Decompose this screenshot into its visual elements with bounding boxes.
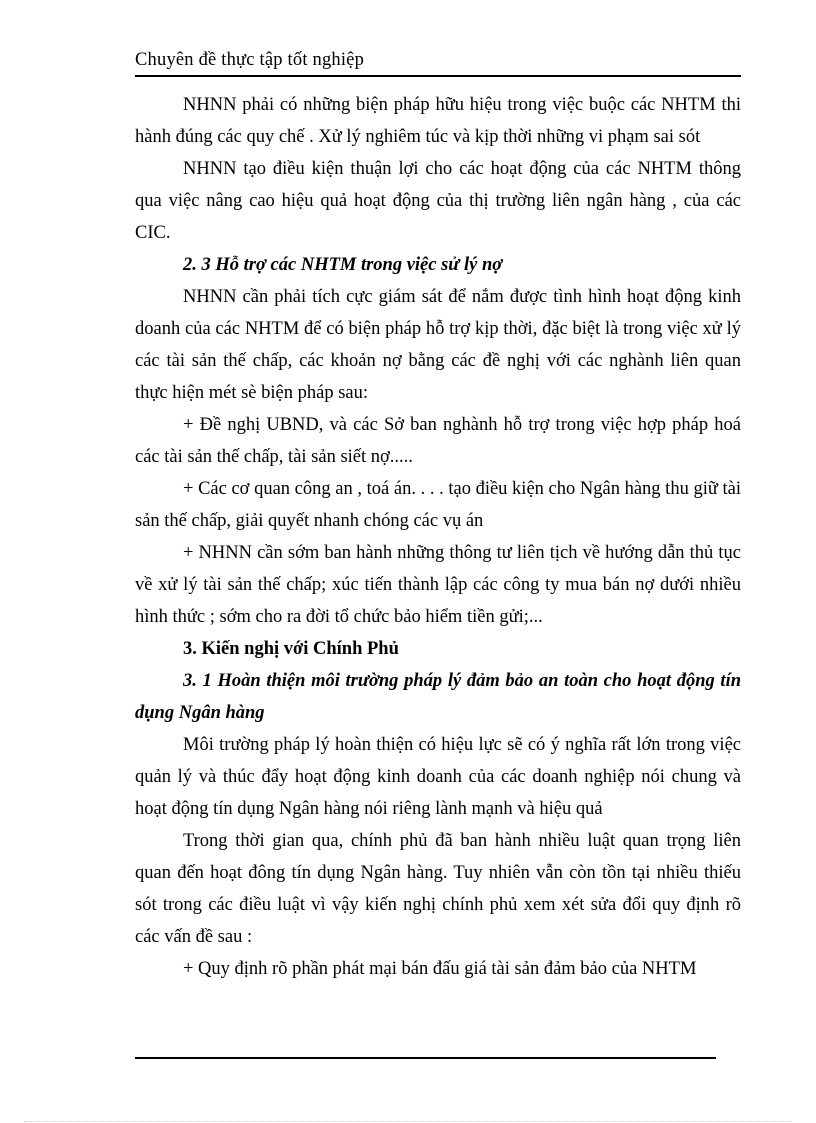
document-body bbox=[135, 89, 741, 985]
section-heading: 2. 3 Hỗ trợ các NHTM trong việc sử lý nợ bbox=[183, 255, 503, 275]
paragraph: Môi trường pháp lý hoàn thiện có hiệu lực sẽ có ý nghĩa rất lớn trong việc quản lý và thúc đẩy hoạt động kinh doanh của các doanh nghiệp nói chung và hoạt động tín dụng Ngân hàng nói riêng lành mạnh và hiệu quả bbox=[135, 735, 741, 819]
subsection-heading: 3. 1 Hoàn thiện môi trường pháp lý đảm bảo an toàn cho hoạt động tín dụng Ngân hàng bbox=[135, 671, 741, 723]
paragraph: Trong thời gian qua, chính phủ đã ban hành nhiều luật quan trọng liên quan đến hoạt đông tín dụng Ngân hàng. Tuy nhiên vẫn còn tồn tại nhiều thiếu sót trong các điều luật vì vậy kiến nghị chính phủ xem xét sửa đổi quy định rõ các vấn đề sau : bbox=[135, 831, 741, 947]
list-item: + Quy định rõ phần phát mại bán đấu giá tài sản đảm bảo của NHTM bbox=[183, 959, 697, 979]
list-item: + Các cơ quan công an , toá án. . . . tạo điều kiện cho Ngân hàng thu giữ tài sản thế chấp, giải quyết nhanh chóng các vụ án bbox=[135, 479, 741, 531]
section-heading: 3. Kiến nghị với Chính Phủ bbox=[183, 639, 399, 659]
paragraph: NHNN cần phải tích cực giám sát để nắm được tình hình hoạt động kinh doanh của các NHTM để có biện pháp hỗ trợ kịp thời, đặc biệt là trong việc xử lý các tài sản thế chấp, các khoản nợ bằng các đề nghị với các nghành liên quan thực hiện mét sè biện pháp sau: bbox=[135, 287, 741, 403]
paragraph: NHNN phải có những biện pháp hữu hiệu trong việc buộc các NHTM thi hành đúng các quy chế . Xử lý nghiêm túc và kịp thời những vi phạm sai sót bbox=[135, 95, 741, 147]
list-item: + Đề nghị UBND, và các Sở ban nghành hỗ trợ trong việc hợp pháp hoá các tài sản thế chấp, tài sản siết nợ..... bbox=[135, 415, 741, 467]
list-item: + NHNN cần sớm ban hành những thông tư liên tịch về hướng dẫn thủ tục về xử lý tài sản thế chấp; xúc tiến thành lập các công ty mua bán nợ dưới nhiều hình thức ; sớm cho ra đời tổ chức bảo hiểm tiền gửi;... bbox=[135, 543, 741, 627]
page-edge bbox=[24, 1121, 792, 1122]
paragraph: NHNN tạo điều kiện thuận lợi cho các hoạt động của các NHTM thông qua việc nâng cao hiệu quả hoạt động của thị trường liên ngân hàng , của các CIC. bbox=[135, 159, 741, 243]
footer-divider bbox=[135, 1057, 716, 1059]
page-header: Chuyên đề thực tập tốt nghiệp bbox=[135, 49, 741, 77]
